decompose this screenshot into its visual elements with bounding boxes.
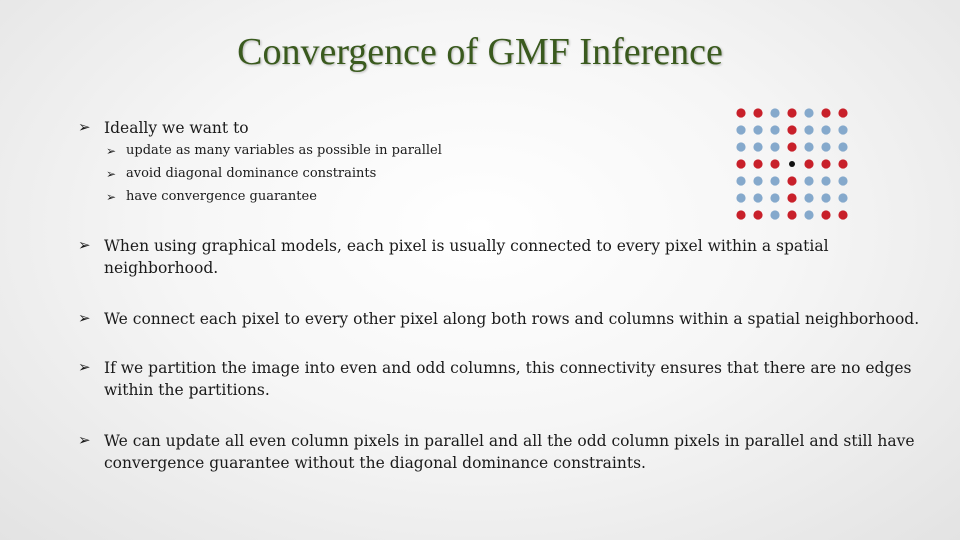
pixel-dot xyxy=(787,176,796,185)
arrow-bullet-icon: ➢ xyxy=(78,358,91,376)
pixel-dot xyxy=(821,125,830,134)
pixel-dot xyxy=(804,193,813,202)
pixel-dot xyxy=(804,159,813,168)
sub-bullet-text: have convergence guarantee xyxy=(126,189,317,204)
pixel-dot xyxy=(753,210,762,219)
bullet-ideally xyxy=(78,117,249,139)
pixel-dot xyxy=(821,193,830,202)
arrow-bullet-icon: ➢ xyxy=(78,309,91,327)
pixel-dot xyxy=(753,142,762,151)
pixel-dot xyxy=(804,210,813,219)
pixel-dot xyxy=(838,159,847,168)
pixel-dot xyxy=(787,108,796,117)
pixel-dot xyxy=(753,108,762,117)
pixel-dot xyxy=(736,159,745,168)
pixel-dot xyxy=(804,176,813,185)
pixel-dot xyxy=(770,210,779,219)
pixel-dot xyxy=(736,125,745,134)
pixel-dot xyxy=(770,193,779,202)
pixel-dot xyxy=(838,193,847,202)
bullet-text: If we partition the image into even and odd columns, this connectivity ensures that there are no edges within the partitions. xyxy=(104,359,912,399)
pixel-dot xyxy=(821,159,830,168)
bullet-text: We can update all even column pixels in parallel and all the odd column pixels in parallel and still have convergence guarantee without the diagonal dominance constraints. xyxy=(104,432,915,472)
pixel-grid-diagram xyxy=(730,103,856,221)
arrow-bullet-icon: ➢ xyxy=(78,118,91,136)
slide-title: Convergence of GMF Inference xyxy=(237,31,723,73)
pixel-dot xyxy=(736,108,745,117)
pixel-dot xyxy=(736,176,745,185)
arrow-bullet-icon: ➢ xyxy=(106,190,117,204)
sub-bullet-convergence xyxy=(106,189,317,205)
pixel-dot xyxy=(838,210,847,219)
sub-bullet-diagonal xyxy=(106,166,376,182)
pixel-dot xyxy=(821,210,830,219)
pixel-dot xyxy=(821,142,830,151)
pixel-dot xyxy=(838,125,847,134)
pixel-dot xyxy=(804,108,813,117)
arrow-bullet-icon: ➢ xyxy=(106,144,117,158)
pixel-dot xyxy=(770,108,779,117)
pixel-dot xyxy=(838,176,847,185)
pixel-dot xyxy=(753,159,762,168)
center-pixel-dot xyxy=(789,161,795,167)
bullet-text: Ideally we want to xyxy=(104,119,249,137)
sub-bullet-text: update as many variables as possible in parallel xyxy=(126,143,442,158)
bullet-partition xyxy=(78,357,938,401)
pixel-dot xyxy=(787,210,796,219)
bullet-connect-rows-columns xyxy=(78,308,938,330)
pixel-dot xyxy=(770,159,779,168)
pixel-dot xyxy=(736,142,745,151)
pixel-dot xyxy=(770,142,779,151)
pixel-dot xyxy=(787,142,796,151)
pixel-dot xyxy=(804,125,813,134)
pixel-dot xyxy=(821,176,830,185)
sub-bullet-text: avoid diagonal dominance constraints xyxy=(126,166,377,181)
pixel-dot xyxy=(770,125,779,134)
sub-bullet-parallel xyxy=(106,143,442,159)
bullet-parallel-update xyxy=(78,430,938,474)
pixel-dot xyxy=(787,193,796,202)
pixel-dot xyxy=(804,142,813,151)
pixel-dot xyxy=(753,125,762,134)
pixel-dot xyxy=(736,193,745,202)
arrow-bullet-icon: ➢ xyxy=(78,236,91,254)
pixel-dot xyxy=(838,142,847,151)
pixel-dot xyxy=(821,108,830,117)
pixel-dot xyxy=(753,176,762,185)
arrow-bullet-icon: ➢ xyxy=(78,431,91,449)
pixel-dot xyxy=(753,193,762,202)
bullet-graphical-models xyxy=(78,235,878,279)
arrow-bullet-icon: ➢ xyxy=(106,167,117,181)
pixel-dot xyxy=(787,125,796,134)
bullet-text: We connect each pixel to every other pixel along both rows and columns within a spatial neighborhood. xyxy=(104,310,920,328)
pixel-dot xyxy=(770,176,779,185)
bullet-text: When using graphical models, each pixel is usually connected to every pixel within a spatial neighborhood. xyxy=(104,237,829,277)
pixel-dot xyxy=(838,108,847,117)
pixel-dot xyxy=(736,210,745,219)
